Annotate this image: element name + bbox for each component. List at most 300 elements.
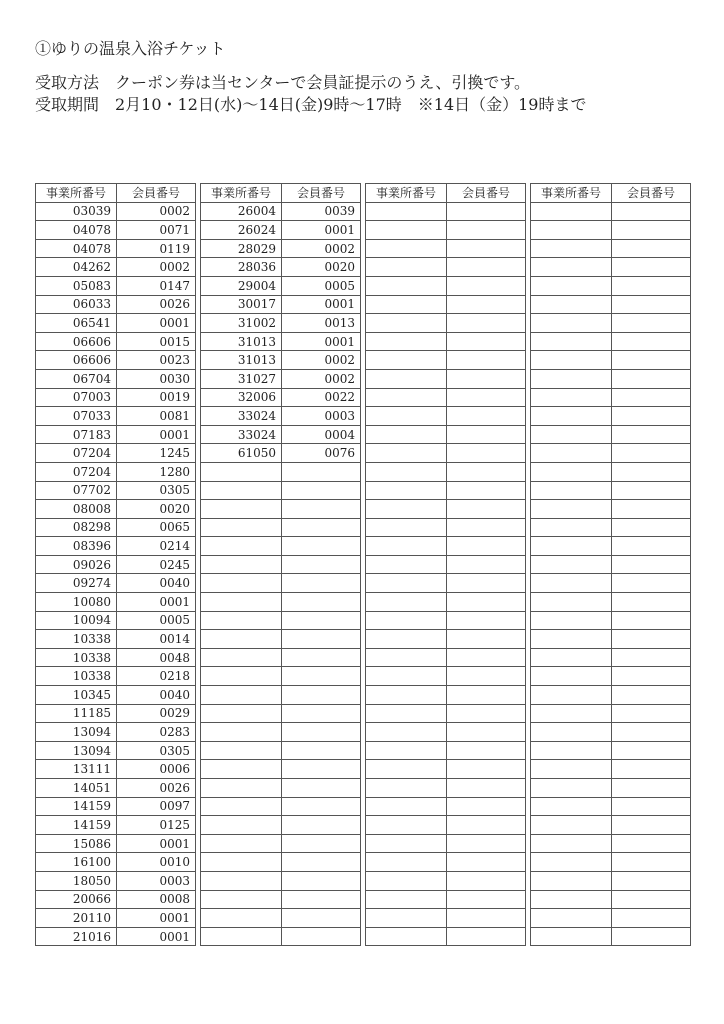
table-row	[531, 555, 691, 574]
table-row	[201, 779, 361, 798]
table-row	[36, 481, 196, 500]
office-number-cell	[366, 258, 447, 277]
member-number-cell: 0005	[117, 611, 196, 630]
office-number-cell	[366, 630, 447, 649]
office-number-cell	[531, 834, 612, 853]
office-number-cell	[201, 723, 282, 742]
office-number-cell: 06033	[36, 295, 117, 314]
office-number-cell	[366, 518, 447, 537]
member-number-cell: 0001	[282, 332, 361, 351]
member-number-cell	[612, 258, 691, 277]
member-number-cell	[282, 611, 361, 630]
table-header-row	[201, 184, 361, 203]
member-number-cell	[447, 388, 526, 407]
office-number-cell	[531, 704, 612, 723]
table-row	[366, 593, 526, 612]
table-row	[36, 704, 196, 723]
table-row	[36, 221, 196, 240]
member-number-cell: 0065	[117, 518, 196, 537]
member-number-cell	[612, 593, 691, 612]
member-number-cell	[282, 853, 361, 872]
table-row	[201, 314, 361, 333]
table-row	[201, 369, 361, 388]
table-row	[366, 444, 526, 463]
table-row	[531, 853, 691, 872]
table-row	[366, 202, 526, 221]
member-number-cell	[612, 369, 691, 388]
table-row	[201, 816, 361, 835]
member-number-cell	[282, 537, 361, 556]
table-row	[366, 462, 526, 481]
member-number-cell	[612, 481, 691, 500]
member-number-cell: 0001	[117, 927, 196, 946]
table-row	[36, 369, 196, 388]
member-number-cell	[612, 295, 691, 314]
table-row	[201, 258, 361, 277]
table-header-row	[366, 184, 526, 203]
member-number-cell	[282, 686, 361, 705]
member-number-cell	[447, 555, 526, 574]
office-number-cell	[366, 797, 447, 816]
member-number-cell: 0002	[282, 351, 361, 370]
office-number-cell	[366, 369, 447, 388]
member-number-cell	[447, 686, 526, 705]
member-number-cell	[447, 258, 526, 277]
member-number-cell	[612, 332, 691, 351]
member-number-cell: 0081	[117, 407, 196, 426]
office-number-cell	[366, 500, 447, 519]
office-number-cell: 14159	[36, 816, 117, 835]
member-number-cell	[282, 909, 361, 928]
table-row	[36, 686, 196, 705]
table-row	[531, 797, 691, 816]
member-number-cell	[612, 927, 691, 946]
table-row	[36, 518, 196, 537]
office-number-cell	[366, 314, 447, 333]
office-number-cell	[366, 853, 447, 872]
member-number-header: 会員番号	[282, 184, 361, 203]
member-number-cell: 0023	[117, 351, 196, 370]
member-number-cell	[612, 555, 691, 574]
office-number-cell: 33024	[201, 425, 282, 444]
table-row	[201, 518, 361, 537]
member-number-cell: 0006	[117, 760, 196, 779]
table-row	[36, 500, 196, 519]
office-number-cell	[531, 816, 612, 835]
member-number-cell: 0002	[282, 239, 361, 258]
office-number-cell	[366, 834, 447, 853]
office-number-cell	[201, 611, 282, 630]
office-number-header: 事業所番号	[366, 184, 447, 203]
member-number-cell	[282, 630, 361, 649]
member-number-cell	[612, 871, 691, 890]
office-number-cell	[201, 871, 282, 890]
member-number-cell	[282, 741, 361, 760]
office-number-cell	[366, 667, 447, 686]
table-row	[201, 834, 361, 853]
office-number-cell: 21016	[36, 927, 117, 946]
member-number-cell	[447, 202, 526, 221]
member-number-cell	[612, 462, 691, 481]
table-row	[201, 909, 361, 928]
office-number-cell	[531, 890, 612, 909]
member-number-cell	[447, 481, 526, 500]
table-row	[531, 518, 691, 537]
table-row	[201, 648, 361, 667]
member-number-cell: 0071	[117, 221, 196, 240]
office-number-cell	[531, 779, 612, 798]
office-number-cell	[366, 890, 447, 909]
member-number-cell	[447, 518, 526, 537]
office-number-cell	[531, 221, 612, 240]
office-number-cell: 06606	[36, 332, 117, 351]
member-number-cell: 0001	[282, 295, 361, 314]
office-number-cell: 31027	[201, 369, 282, 388]
member-number-cell: 0019	[117, 388, 196, 407]
table-row	[531, 630, 691, 649]
table-row	[36, 295, 196, 314]
table-row	[36, 202, 196, 221]
ticket-table-4	[530, 183, 691, 946]
table-row	[201, 611, 361, 630]
office-number-cell	[201, 760, 282, 779]
office-number-cell: 20066	[36, 890, 117, 909]
member-number-cell	[447, 871, 526, 890]
office-number-cell: 07702	[36, 481, 117, 500]
member-number-cell	[282, 890, 361, 909]
member-number-cell	[447, 834, 526, 853]
office-number-cell	[531, 407, 612, 426]
member-number-cell	[447, 462, 526, 481]
office-number-cell	[366, 927, 447, 946]
office-number-cell	[201, 630, 282, 649]
table-row	[201, 555, 361, 574]
office-number-cell: 18050	[36, 871, 117, 890]
page-title: ①ゆりの温泉入浴チケット	[35, 39, 226, 58]
table-row	[36, 760, 196, 779]
table-row	[201, 871, 361, 890]
office-number-cell: 31013	[201, 351, 282, 370]
member-number-cell	[282, 797, 361, 816]
office-number-cell	[201, 593, 282, 612]
table-row	[531, 202, 691, 221]
table-row	[201, 741, 361, 760]
table-row	[366, 779, 526, 798]
office-number-cell	[366, 686, 447, 705]
member-number-cell	[447, 444, 526, 463]
member-number-cell	[447, 369, 526, 388]
member-number-cell: 0002	[117, 202, 196, 221]
member-number-cell	[447, 630, 526, 649]
table-row	[531, 388, 691, 407]
table-row	[201, 537, 361, 556]
member-number-cell	[282, 648, 361, 667]
table-row	[366, 667, 526, 686]
office-number-cell	[201, 462, 282, 481]
table-row	[366, 555, 526, 574]
member-number-cell	[612, 723, 691, 742]
office-number-cell: 06541	[36, 314, 117, 333]
office-number-cell: 31002	[201, 314, 282, 333]
office-number-cell: 10338	[36, 648, 117, 667]
office-number-cell: 28036	[201, 258, 282, 277]
office-number-cell	[531, 425, 612, 444]
office-number-cell	[531, 351, 612, 370]
member-number-cell	[447, 351, 526, 370]
member-number-cell: 0125	[117, 816, 196, 835]
table-row	[531, 295, 691, 314]
member-number-cell	[447, 500, 526, 519]
member-number-cell	[282, 500, 361, 519]
office-number-cell	[531, 797, 612, 816]
office-number-cell: 33024	[201, 407, 282, 426]
member-number-cell	[612, 425, 691, 444]
table-row	[36, 407, 196, 426]
table-row	[201, 574, 361, 593]
table-row	[366, 221, 526, 240]
table-row	[201, 276, 361, 295]
table-row	[366, 500, 526, 519]
member-number-cell: 0283	[117, 723, 196, 742]
office-number-cell	[201, 816, 282, 835]
member-number-cell: 0245	[117, 555, 196, 574]
office-number-cell	[531, 741, 612, 760]
office-number-cell	[531, 500, 612, 519]
office-number-cell: 16100	[36, 853, 117, 872]
table-row	[366, 741, 526, 760]
table-row	[531, 909, 691, 928]
table-row	[366, 332, 526, 351]
table-row	[531, 500, 691, 519]
office-number-cell	[366, 741, 447, 760]
office-number-cell	[366, 462, 447, 481]
member-number-cell	[447, 537, 526, 556]
table-row	[201, 853, 361, 872]
ticket-table-3	[365, 183, 526, 946]
table-row	[36, 741, 196, 760]
member-number-cell	[447, 593, 526, 612]
member-number-cell	[447, 276, 526, 295]
table-row	[201, 388, 361, 407]
office-number-cell	[531, 314, 612, 333]
table-row	[201, 332, 361, 351]
member-number-cell	[282, 481, 361, 500]
member-number-cell: 0001	[282, 221, 361, 240]
office-number-cell: 10338	[36, 667, 117, 686]
office-number-cell	[531, 258, 612, 277]
table-row	[201, 704, 361, 723]
office-number-cell	[366, 555, 447, 574]
member-number-cell: 0003	[117, 871, 196, 890]
member-number-cell: 1245	[117, 444, 196, 463]
member-number-cell	[612, 667, 691, 686]
member-number-cell	[447, 909, 526, 928]
member-number-cell: 0097	[117, 797, 196, 816]
member-number-cell	[282, 816, 361, 835]
office-number-cell: 07204	[36, 462, 117, 481]
table-row	[201, 202, 361, 221]
table-row	[201, 593, 361, 612]
office-number-cell	[531, 295, 612, 314]
member-number-cell	[612, 890, 691, 909]
member-number-cell: 0008	[117, 890, 196, 909]
table-row	[201, 462, 361, 481]
table-row	[201, 667, 361, 686]
member-number-cell: 0013	[282, 314, 361, 333]
office-number-cell	[531, 871, 612, 890]
office-number-cell: 26024	[201, 221, 282, 240]
office-number-cell	[531, 648, 612, 667]
member-number-cell: 0020	[117, 500, 196, 519]
office-number-cell: 10080	[36, 593, 117, 612]
member-number-cell: 0022	[282, 388, 361, 407]
member-number-cell: 0010	[117, 853, 196, 872]
member-number-cell	[612, 202, 691, 221]
table-row	[366, 890, 526, 909]
table-row	[531, 425, 691, 444]
member-number-cell	[282, 518, 361, 537]
table-row	[36, 853, 196, 872]
member-number-cell: 0002	[117, 258, 196, 277]
office-number-cell	[531, 723, 612, 742]
table-row	[201, 295, 361, 314]
table-header-row	[36, 184, 196, 203]
office-number-cell	[366, 760, 447, 779]
office-number-cell	[366, 407, 447, 426]
office-number-cell	[531, 239, 612, 258]
office-number-cell	[201, 909, 282, 928]
office-number-cell	[531, 611, 612, 630]
table-row	[531, 239, 691, 258]
office-number-cell	[366, 537, 447, 556]
member-number-cell	[612, 909, 691, 928]
office-number-cell: 07033	[36, 407, 117, 426]
office-number-header: 事業所番号	[201, 184, 282, 203]
office-number-cell	[366, 648, 447, 667]
table-row	[36, 314, 196, 333]
office-number-cell: 03039	[36, 202, 117, 221]
table-row	[36, 444, 196, 463]
member-number-cell	[612, 500, 691, 519]
member-number-cell	[282, 871, 361, 890]
member-number-cell: 0020	[282, 258, 361, 277]
office-number-cell: 06606	[36, 351, 117, 370]
office-number-cell	[366, 221, 447, 240]
member-number-cell	[612, 221, 691, 240]
table-row	[36, 555, 196, 574]
office-number-cell	[531, 481, 612, 500]
table-row	[36, 332, 196, 351]
office-number-cell	[366, 816, 447, 835]
office-number-cell: 20110	[36, 909, 117, 928]
member-number-cell: 0002	[282, 369, 361, 388]
member-number-cell: 0001	[117, 834, 196, 853]
table-row	[531, 481, 691, 500]
table-row	[36, 667, 196, 686]
office-number-cell	[201, 741, 282, 760]
member-number-cell: 0001	[117, 425, 196, 444]
table-row	[531, 816, 691, 835]
member-number-cell	[447, 332, 526, 351]
table-row	[531, 574, 691, 593]
office-number-cell: 13111	[36, 760, 117, 779]
office-number-cell: 08298	[36, 518, 117, 537]
table-row	[201, 407, 361, 426]
office-number-cell	[201, 555, 282, 574]
table-row	[201, 686, 361, 705]
table-row	[36, 276, 196, 295]
member-number-cell: 0003	[282, 407, 361, 426]
member-number-cell	[282, 760, 361, 779]
member-number-cell	[447, 723, 526, 742]
office-number-cell	[531, 909, 612, 928]
table-row	[366, 909, 526, 928]
table-row	[531, 276, 691, 295]
office-number-cell	[531, 760, 612, 779]
office-number-cell	[531, 667, 612, 686]
table-row	[366, 853, 526, 872]
member-number-cell: 0039	[282, 202, 361, 221]
table-row	[531, 314, 691, 333]
office-number-cell	[531, 927, 612, 946]
member-number-cell	[447, 927, 526, 946]
table-row	[531, 444, 691, 463]
office-number-cell	[531, 332, 612, 351]
member-number-cell	[447, 574, 526, 593]
table-row	[366, 797, 526, 816]
member-number-cell	[612, 779, 691, 798]
pickup-method: 受取方法 クーポン券は当センターで会員証提示のうえ、引換です。	[35, 73, 531, 92]
office-number-cell: 08396	[36, 537, 117, 556]
office-number-cell	[366, 611, 447, 630]
member-number-cell: 0001	[117, 909, 196, 928]
office-number-cell	[366, 425, 447, 444]
office-number-cell: 08008	[36, 500, 117, 519]
member-number-cell: 1280	[117, 462, 196, 481]
table-row	[36, 611, 196, 630]
table-row	[36, 890, 196, 909]
member-number-cell: 0147	[117, 276, 196, 295]
table-row	[201, 239, 361, 258]
ticket-table-2	[200, 183, 361, 946]
member-number-cell	[447, 221, 526, 240]
table-row	[366, 407, 526, 426]
table-row	[531, 704, 691, 723]
member-number-cell	[612, 314, 691, 333]
table-row	[531, 537, 691, 556]
member-number-cell	[447, 611, 526, 630]
table-row	[366, 518, 526, 537]
office-number-cell: 32006	[201, 388, 282, 407]
member-number-cell	[447, 816, 526, 835]
table-row	[366, 686, 526, 705]
office-number-cell	[201, 481, 282, 500]
member-number-cell	[447, 760, 526, 779]
member-number-cell	[447, 853, 526, 872]
office-number-cell	[366, 388, 447, 407]
table-row	[531, 258, 691, 277]
member-number-cell	[612, 518, 691, 537]
ticket-table-1	[35, 183, 196, 946]
member-number-cell: 0076	[282, 444, 361, 463]
table-row	[531, 648, 691, 667]
office-number-cell	[531, 276, 612, 295]
member-number-cell: 0040	[117, 686, 196, 705]
table-row	[36, 648, 196, 667]
table-row	[36, 630, 196, 649]
office-number-cell: 13094	[36, 741, 117, 760]
member-number-cell	[282, 667, 361, 686]
